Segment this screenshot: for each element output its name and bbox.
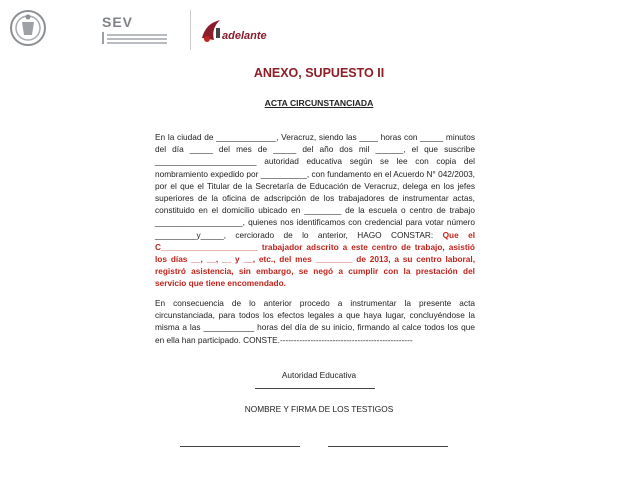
logo-divider <box>190 10 191 50</box>
sev-logo-subtitle-lines <box>102 32 182 44</box>
document-title: ANEXO, SUPUESTO II <box>253 66 385 80</box>
witness-1-signature-line <box>180 446 300 447</box>
paragraph-2: En consecuencia de lo anterior procedo a instrumentar la presente acta circunstanciada, para todos los efectos legales a que haya lugar, concluyéndose la misma a las ___________ horas del día de su inicio, firmando al calce todos los que en ella han participado. CONSTE.------------------------------------------------ <box>155 298 475 345</box>
paragraph-1-text: En la ciudad de _____________, Veracruz, siendo las ____ horas con _____ minutos del día _____ del mes de _____ del año dos mil ______, el que suscribe ______________________ autoridad educativa según se lee con copia del nombramiento expedido por __________, con fundamento en el Acuerdo N° 042/2003, por el que el Titular de la Secretaría de Educación de Veracruz, delega en los jefes superiores de la oficina de adscripción de los trabajadores de instrumentar actas, constituido en el domicilio ubicado en ________ de la escuela o centro de trabajo ___________________, quienes nos identificamos con credencial para votar número _________y_____, cerciorado de lo anterior, HAGO CONSTAR: <box>155 132 475 240</box>
adelante-logo-text: adelante <box>222 30 267 42</box>
authority-label: Autoridad Educativa <box>281 370 357 380</box>
authority-signature-line <box>255 388 375 389</box>
paragraph-1-highlight: Que el C_____________________ trabajador adscrito a este centro de trabajo, asistió los días __, __, __ y __, etc., del mes ________ de 2013, a su centro laboral, registró asistencia, sin embargo, se negó a cumplir con la prestación del servicio que tiene encomendado. <box>155 229 475 289</box>
veracruz-seal-icon <box>8 8 48 48</box>
witnesses-label: NOMBRE Y FIRMA DE LOS TESTIGOS <box>244 404 394 414</box>
paragraph-1 <box>155 131 475 290</box>
witness-2-signature-line <box>328 446 448 447</box>
sev-logo <box>102 14 182 50</box>
adelante-logo <box>200 16 280 50</box>
sev-logo-text: SEV <box>102 14 134 30</box>
adelante-logo-icon <box>200 18 224 44</box>
document-subtitle: ACTA CIRCUNSTANCIADA <box>264 98 374 108</box>
